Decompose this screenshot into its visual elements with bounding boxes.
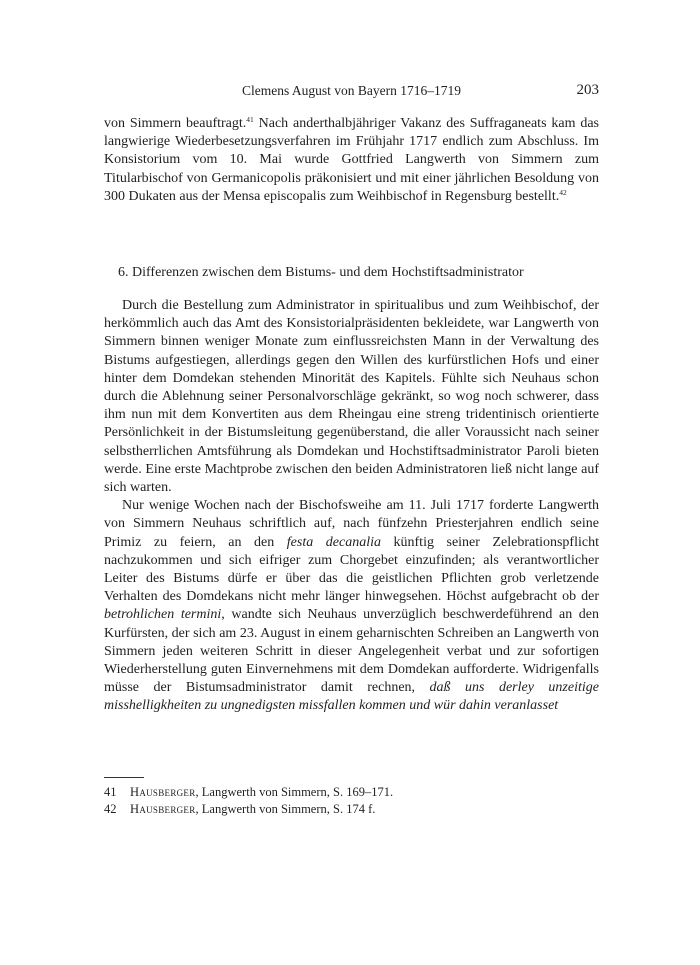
footnote-number: 42 <box>104 801 117 816</box>
footnote-reference: , Langwerth von Simmern, S. 174 f. <box>195 801 376 816</box>
footnote-author: Hausberger <box>130 785 196 799</box>
paragraph-2-italic-2: betrohlichen termini <box>104 607 222 623</box>
footnote-reference: , Langwerth von Simmern, S. 169–171. <box>195 785 394 799</box>
paragraph-2-text-1: Nur wenige Wochen nach der Bischofsweihe am 11. Juli 1717 forderte Langwerth von Simmern Neuhaus schriftlich auf, nach fünfzehn Priesterjahren endlich seine Primiz zu feiern, an den <box>104 498 599 550</box>
page-number: 203 <box>576 82 599 98</box>
paragraph-1: Durch die Bestellung zum Administrator in spiritualibus und zum Weihbischof, der herkömmlich auch das Amt des Konsistorialpräsidenten bekleidete, war Langwerth von Simmern binnen weniger Monate zum einflussreichsten Mann in der Verwaltung des Bistums aufgestiegen, allerdings gegen den Willen des kurfürstlichen Hofs und einer hinter dem Domdekan stehenden Minorität des Kapitels. Fühlte sich Neuhaus schon durch die Ablehnung seiner Personalvorschläge gekränkt, so wog noch schwerer, dass ihm nun mit dem Konvertiten aus dem Rheingau eine streng tridentinisch orientierte Persönlichkeit in der Bistumsleitung gegenüberstand, die aller Voraussicht nach seiner selbstherrlichen Amtsführung als Domdekan und Hochstiftsadministrator Paroli bieten werde. Eine erste Machtprobe zwischen den beiden Administratoren ließ nicht lange auf sich warten. <box>104 298 599 496</box>
section-body <box>104 297 599 716</box>
page-header <box>104 83 599 105</box>
footnote-ref-41[interactable]: 41 <box>246 115 254 124</box>
intro-text-2: Nach anderthalbjähriger Vakanz des Suffraganeats kam das langwierige Wiederbesetzungsverfahren im Frühjahr 1717 endlich zum Abschluss. Im Konsistorium vom 10. Mai wurde Gottfried Langwerth von Simmern zum Titularbischof von Germanicopolis präkonisiert und mit einer jährlichen Besoldung von 300 Dukaten aus der Mensa episcopalis zum Weihbischof in Regensburg bestellt. <box>104 116 599 204</box>
paragraph-2-text-2: künftig seiner Zelebrationspflicht nachzukommen und sich eifriger zum Chorgebet einzufinden; als verantwortlicher Leiter des Bistums dürfe er über das die geistlichen Pflichten grob verletzende Verhalten des Domdekans nicht mehr länger hinwegsehen. Höchst aufgebracht ob der <box>104 534 599 605</box>
intro-paragraph <box>104 115 599 206</box>
footnotes <box>104 784 599 817</box>
paragraph-2 <box>104 497 599 715</box>
footnote-42 <box>104 801 599 818</box>
paragraph-2-italic-1: festa decanalia <box>286 534 381 550</box>
paragraph-2-italic-3: daß uns derley unzeitige misshelligkheiten zu ungnedigsten missfallen kommen und wür dahin veranlasset <box>104 680 599 714</box>
running-head: Clemens August von Bayern 1716–1719 <box>242 83 461 98</box>
footnote-41 <box>104 784 599 801</box>
footnote-author: Hausberger <box>130 801 196 816</box>
paragraph-2-text-3: , wandte sich Neuhaus unverzüglich beschwerdeführend an den Kurfürsten, der sich am 23. August in einem geharnischten Schreiben an Langwerth von Simmern jeden weiteren Schritt in dieser Angelegenheit verbat und zur sofortigen Wiederherstellung guten Einvernehmens mit dem Domdekan aufforderte. Widrigenfalls müsse der Bistumsadministrator damit rechnen, <box>104 607 600 696</box>
footnote-rule <box>104 777 144 778</box>
footnote-text <box>130 801 375 818</box>
footnote-text <box>130 784 393 801</box>
footnote-ref-42[interactable]: 42 <box>559 187 567 197</box>
section-heading: 6. Differenzen zwischen dem Bistums- und dem Hochstiftsadministrator <box>118 265 524 280</box>
intro-text-1: von Simmern beauftragt. <box>104 116 247 131</box>
footnote-number: 41 <box>104 785 117 799</box>
